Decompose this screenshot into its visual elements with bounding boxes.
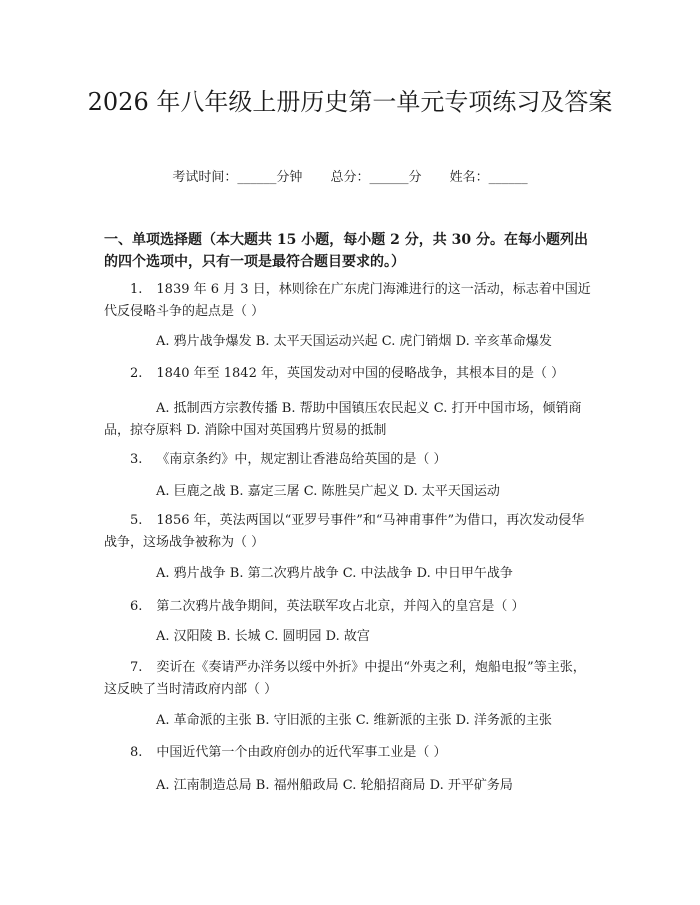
option-d: D. 开平矿务局 [429, 778, 513, 793]
question-number: 3. [130, 452, 143, 467]
question-stem: 1839 年 6 月 3 日，林则徐在广东虎门海滩进行的这一活动，标志着中国近代反侵略斗争的起点是（ ） [104, 282, 591, 319]
question-3-options [104, 481, 596, 503]
exam-score: 总分：______分 [330, 170, 422, 185]
question-stem: 中国近代第一个由政府创办的近代军事工业是（ ） [156, 745, 447, 760]
question-6 [104, 596, 596, 618]
question-3 [104, 449, 596, 471]
exam-info [0, 169, 700, 187]
option-a: A. 鸦片战争爆发 [156, 334, 252, 349]
question-number: 8. [130, 745, 143, 760]
option-a: A. 鸦片战争 [156, 566, 226, 581]
question-1-options [104, 331, 596, 353]
question-stem: 第二次鸦片战争期间，英法联军攻占北京，并闯入的皇宫是（ ） [156, 599, 525, 614]
exam-name: 姓名：______ [449, 170, 528, 185]
question-number: 7. [130, 660, 143, 675]
option-c: C. 中法战争 [342, 566, 413, 581]
option-d: D. 故宫 [325, 629, 370, 644]
option-b: B. 福州船政局 [255, 778, 339, 793]
question-5 [104, 510, 596, 554]
question-stem: 奕䜣在《奏请严办洋务以绥中外折》中提出“外夷之利，炮船电报”等主张，这反映了当时清政府内部（ ） [104, 660, 586, 697]
option-a: A. 江南制造总局 [156, 778, 252, 793]
option-c: C. 圆明园 [264, 629, 322, 644]
option-a: A. 抵制西方宗教传播 [156, 401, 278, 416]
option-c: C. 陈胜吴广起义 [303, 484, 400, 499]
question-6-options [104, 626, 596, 648]
option-d: D. 洋务派的主张 [455, 713, 552, 728]
option-c: C. 虎门销烟 [381, 334, 452, 349]
section-heading: 一、单项选择题（本大题共 15 小题，每小题 2 分，共 30 分。在每小题列出的四个选项中，只有一项是最符合题目要求的。） [104, 232, 588, 270]
option-d: D. 辛亥革命爆发 [455, 334, 552, 349]
option-b: B. 太平天国运动兴起 [255, 334, 378, 349]
option-b: B. 长城 [216, 629, 261, 644]
question-number: 5. [130, 513, 143, 528]
option-c: C. 轮船招商局 [342, 778, 426, 793]
exam-time: 考试时间：______分钟 [172, 170, 303, 185]
document-title: 2026 年八年级上册历史第一单元专项练习及答案 [87, 88, 613, 116]
question-stem: 1856 年，英法两国以“亚罗号事件”和“马神甫事件”为借口，再次发动侵华战争，这场战争被称为（ ） [104, 513, 585, 550]
option-b: B. 帮助中国镇压农民起义 [281, 401, 430, 416]
option-a: A. 汉阳陵 [156, 629, 213, 644]
question-number: 1. [130, 282, 143, 297]
question-8-options [104, 775, 596, 797]
option-b: B. 嘉定三屠 [229, 484, 300, 499]
option-a: A. 巨鹿之战 [156, 484, 226, 499]
option-d: D. 太平天国运动 [403, 484, 500, 499]
option-b: B. 第二次鸦片战争 [229, 566, 339, 581]
option-c: C. 维新派的主张 [355, 713, 452, 728]
question-2-options [104, 398, 596, 442]
option-a: A. 革命派的主张 [156, 713, 252, 728]
question-number: 2. [130, 366, 143, 381]
option-c: C. 打开中国市场，倾销商品，掠夺原料 [104, 401, 582, 438]
question-1 [104, 279, 596, 323]
option-d: D. 消除中国对英国鸦片贸易的抵制 [186, 423, 387, 438]
question-stem: 《南京条约》中，规定割让香港岛给英国的是（ ） [156, 452, 447, 467]
question-8 [104, 742, 596, 764]
question-5-options [104, 563, 596, 585]
option-b: B. 守旧派的主张 [255, 713, 352, 728]
question-2 [104, 363, 596, 385]
question-7-options [104, 710, 596, 732]
question-stem: 1840 年至 1842 年，英国发动对中国的侵略战争，其根本目的是（ ） [156, 366, 565, 381]
question-number: 6. [130, 599, 143, 614]
option-d: D. 中日甲午战争 [416, 566, 513, 581]
question-7 [104, 657, 596, 701]
